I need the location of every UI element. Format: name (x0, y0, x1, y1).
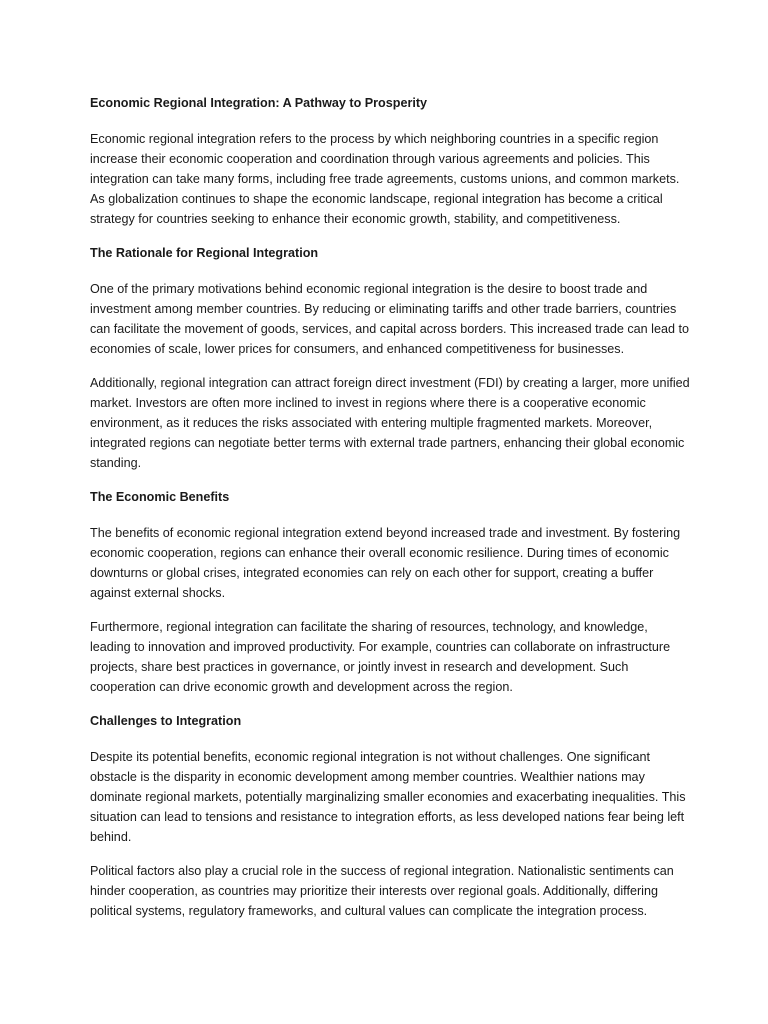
paragraph: Political factors also play a crucial role in the success of regional integration. Nationalistic sentiments can hinder cooperation, as countries may prioritize their interests over regional goals. Additionally, differing political systems, regulatory frameworks, and cultural values can complicate the integration process. (90, 864, 674, 918)
paragraph: Furthermore, regional integration can facilitate the sharing of resources, technology, and knowledge, leading to innovation and improved productivity. For example, countries can collaborate on infrastructure projects, share best practices in governance, or jointly invest in research and development. Such cooperation can drive economic growth and development across the region. (90, 620, 671, 694)
section-challenges (90, 711, 690, 921)
section-rationale (90, 243, 690, 473)
paragraph: Additionally, regional integration can attract foreign direct investment (FDI) by creating a larger, more unified market. Investors are often more inclined to invest in regions where there is a cooperative economic environment, as it reduces the risks associated with entering multiple fragmented markets. Moreover, integrated regions can negotiate better terms with external trade partners, enhancing their global economic standing. (90, 376, 690, 470)
paragraph: One of the primary motivations behind economic regional integration is the desire to boost trade and investment among member countries. By reducing or eliminating tariffs and other trade barriers, countries can facilitate the movement of goods, services, and capital across borders. This increased trade can lead to economies of scale, lower prices for consumers, and enhanced competitiveness for businesses. (90, 282, 689, 356)
paragraph: Despite its potential benefits, economic regional integration is not without challenges. One significant obstacle is the disparity in economic development among member countries. Wealthier nations may dominate regional markets, potentially marginalizing smaller economies and exacerbating inequalities. This situation can lead to tensions and resistance to integration efforts, as less developed nations fear being left behind. (90, 750, 686, 844)
section-heading: Challenges to Integration (90, 714, 242, 728)
section-economic-benefits (90, 487, 690, 697)
document-title: Economic Regional Integration: A Pathway to Prosperity (90, 96, 428, 110)
section-heading: The Rationale for Regional Integration (90, 246, 319, 260)
intro-paragraph: Economic regional integration refers to the process by which neighboring countries in a specific region increase their economic cooperation and coordination through various agreements and policies. This integration can take many forms, including free trade agreements, customs unions, and common markets. As globalization continues to shape the economic landscape, regional integration has become a critical strategy for countries seeking to enhance their economic growth, stability, and competitiveness. (90, 132, 680, 226)
document-page (90, 93, 690, 935)
paragraph: The benefits of economic regional integration extend beyond increased trade and investment. By fostering economic cooperation, regions can enhance their overall economic resilience. During times of economic downturns or global crises, integrated economies can rely on each other for support, creating a buffer against external shocks. (90, 526, 681, 600)
section-heading: The Economic Benefits (90, 490, 230, 504)
